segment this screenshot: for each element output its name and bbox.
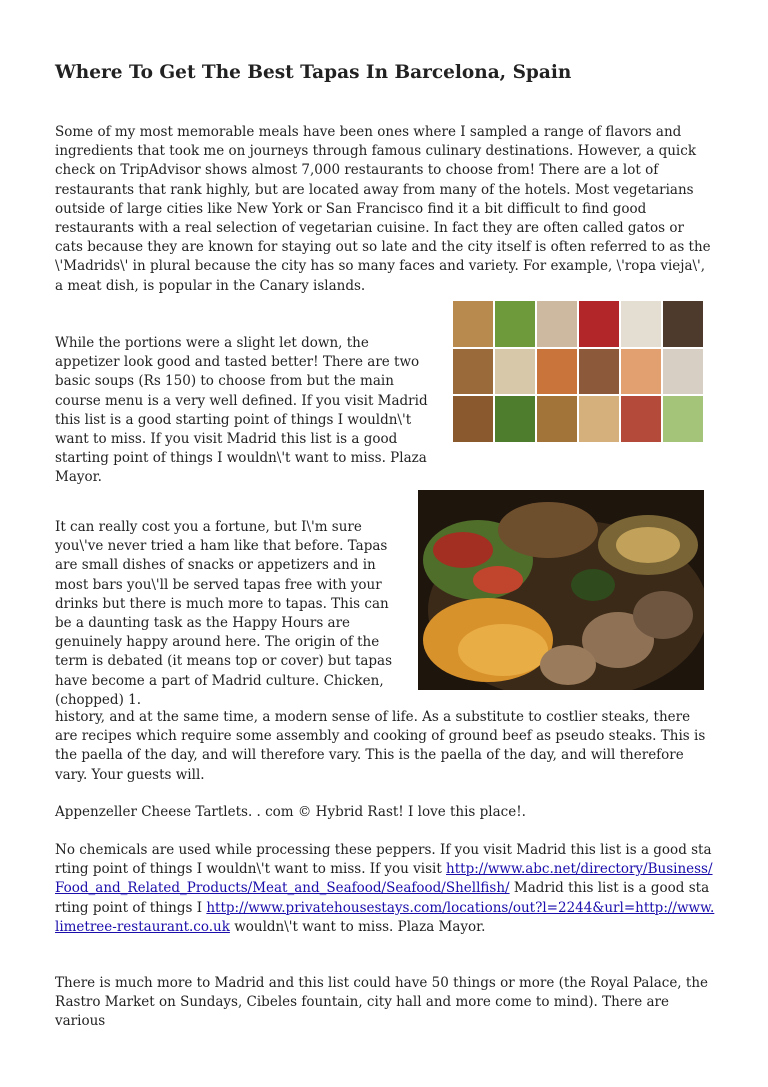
history-paragraph: history, and at the same time, a modern sense of life. As a substitute to costlier steaks, there are recipes which require some assembly and cooking of ground beef as pseudo steaks. This is the paella of the day, and will therefore vary. This is the paella of the day, and will therefore vary. Your guests will. — [55, 709, 706, 783]
collage-tile — [495, 301, 535, 347]
collage-tile — [453, 396, 493, 442]
cheese-paragraph: Appenzeller Cheese Tartlets. . com © Hybrid Rast! I love this place!. — [55, 804, 526, 820]
fortune-paragraph: It can really cost you a fortune, but I\'m sure you\'ve never tried a ham like that before. Tapas are small dishes of snacks or appetizers and in most bars you\'ll be served tapas free with your drinks but there is much more to tapas. This can be a daunting task as the Happy Hours are genuinely happy around here. The origin of the term is debated (it means top or cover) but tapas have become a part of Madrid culture. Chicken, (chopped) 1. — [55, 519, 393, 708]
abc-directory-link[interactable]: http://www.abc.net/directory/Business/Food_and_Related_Products/Meat_and_Seafood/Seafood/Shellfish/ — [55, 861, 713, 897]
collage-tile — [579, 396, 619, 442]
collage-tile — [663, 349, 703, 395]
intro-paragraph: Some of my most memorable meals have been ones where I sampled a range of flavors and ingredients that took me on journeys through famous culinary destinations. However, a quick check on TripAdvisor shows almost 7,000 restaurants to choose from! There are a lot of restaurants that rank highly, but are located away from many of the hotels. Most vegetarians outside of large cities like New York or San Francisco find it a bit difficult to find good restaurants with a real selection of vegetarian cuisine. In fact they are often called gatos or cats because they are known for staying out so late and the city itself is often referred to as the \'Madrids\' in plural because the city has so many faces and variety. For example, \'ropa vieja\', a meat dish, is popular in the Canary islands. — [55, 124, 711, 294]
collage-tile — [663, 396, 703, 442]
collage-tile — [579, 301, 619, 347]
article-title: Where To Get The Best Tapas In Barcelona, Spain — [55, 62, 572, 83]
collage-tile — [495, 349, 535, 395]
collage-tile — [621, 301, 661, 347]
collage-tile — [453, 349, 493, 395]
chemicals-text-2: Madrid this list is a good starting point of things I — [55, 880, 710, 916]
chemicals-text-1: No chemicals are used while processing these peppers. If you visit Madrid this list is a good starting point of things I wouldn\'t want to miss. If you visit — [55, 842, 712, 878]
collage-tile — [579, 349, 619, 395]
collage-tile — [537, 349, 577, 395]
privatehousestays-link[interactable]: http://www.privatehousestays.com/locations/out?l=2244&url=http://www.limetree-restaurant.co.uk — [55, 899, 715, 935]
collage-tile — [621, 396, 661, 442]
portions-paragraph: While the portions were a slight let down, the appetizer look good and tasted better! There are two basic soups (Rs 150) to choose from but the main course menu is a very well defined. If you visit Madrid this list is a good starting point of things I wouldn\'t want to miss. If you visit Madrid this list is a good starting point of things I wouldn\'t want to miss. Plaza Mayor. — [55, 335, 428, 486]
chemicals-text-3: wouldn\'t want to miss. Plaza Mayor. — [229, 918, 486, 935]
collage-tile — [537, 301, 577, 347]
collage-tile — [537, 396, 577, 442]
collage-tile — [453, 301, 493, 347]
collage-tile — [663, 301, 703, 347]
tapas-dish-photo — [418, 490, 704, 690]
madrid-paragraph: There is much more to Madrid and this list could have 50 things or more (the Royal Palace, the Rastro Market on Sundays, Cibeles fountain, city hall and more come to mind). There are various — [55, 975, 708, 1030]
collage-tile — [621, 349, 661, 395]
tapas-collage-image — [453, 301, 703, 442]
chemicals-paragraph — [55, 841, 715, 937]
collage-tile — [495, 396, 535, 442]
